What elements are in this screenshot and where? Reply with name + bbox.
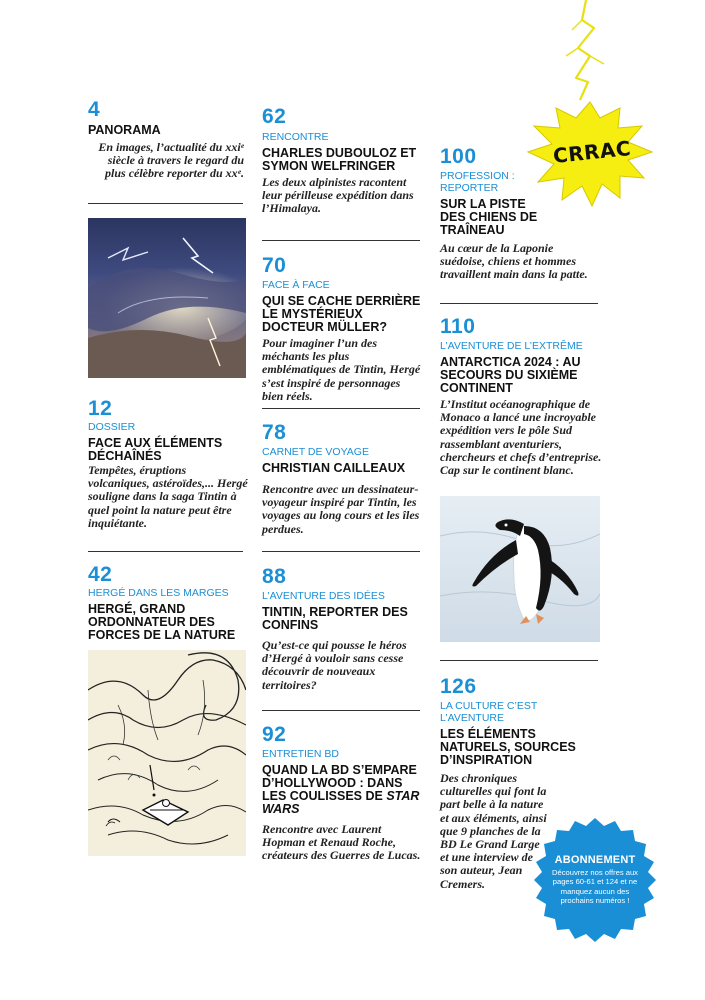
toc-entry-idees[interactable] xyxy=(262,566,422,692)
entry-category: RENCONTRE xyxy=(262,131,329,143)
badge-text: Découvrez nos offres aux pages 60-61 et 124 et ne manquez aucun des prochains numéros ! xyxy=(552,868,638,906)
entry-description: Des chroniques culturelles qui font la part belle à la nature et aux éléments, ainsi que 9 planches de la BD Le Grand Large et une interview de son auteur, Jean Cremers. xyxy=(440,771,547,891)
entry-title xyxy=(262,764,422,816)
badge-content xyxy=(546,854,644,906)
entry-description: Tempêtes, éruptions volcaniques, astéroïdes,... Hergé souligne dans la saga Tintin à quel point la nature peut être inquiétante. xyxy=(88,463,248,530)
entry-category: L’AVENTURE DES IDÉES xyxy=(262,590,385,602)
page-number: 100 xyxy=(440,145,477,168)
page-number: 70 xyxy=(262,254,287,277)
entry-category: CARNET DE VOYAGE xyxy=(262,446,369,458)
entry-title: PANORAMA xyxy=(88,123,161,137)
toc-entry-profession[interactable] xyxy=(440,146,600,282)
page-number: 88 xyxy=(262,565,287,588)
entry-description: L’Institut océanographique de Monaco a lancé une incroyable expédition vers le pôle Sud rassemblant aventuriers, chercheurs et chefs d’entreprise. Cap sur le continent blanc. xyxy=(440,397,602,478)
entry-title: FACE AUX ÉLÉMENTS DÉCHAÎNÉS xyxy=(88,436,223,463)
divider xyxy=(88,551,243,552)
divider xyxy=(262,240,420,241)
toc-entry-dossier[interactable] xyxy=(88,398,248,530)
entry-description: En images, l’actualité du xxiᵉ siècle à travers le regard du plus célèbre reporter du xxᵉ. xyxy=(98,140,244,181)
page-number: 78 xyxy=(262,421,287,444)
comic-panel-illustration xyxy=(88,650,246,856)
entry-category: LA CULTURE C’EST L’AVENTURE xyxy=(440,700,538,724)
entry-description: Qu’est-ce qui pousse le héros d’Hergé à vouloir sans cesse découvrir de nouveaux territoires? xyxy=(262,638,407,692)
entry-title: HERGÉ, GRAND ORDONNATEUR DES FORCES DE LA NATURE xyxy=(88,602,236,642)
crrac-text: CRRAC xyxy=(551,135,633,169)
entry-title: QUI SE CACHE DERRIÈRE LE MYSTÉRIEUX DOCTEUR MÜLLER? xyxy=(262,294,421,334)
entry-category: ENTRETIEN BD xyxy=(262,748,340,760)
divider xyxy=(440,303,598,304)
entry-title: LES ÉLÉMENTS NATURELS, SOURCES D’INSPIRATION xyxy=(440,727,576,767)
toc-entry-panorama[interactable] xyxy=(88,99,248,181)
entry-title-film: STAR WARS xyxy=(262,789,420,816)
divider xyxy=(88,203,243,204)
page-number: 62 xyxy=(262,105,287,128)
entry-title: SUR LA PISTE DES CHIENS DE TRAÎNEAU xyxy=(440,197,538,237)
page-number: 12 xyxy=(88,397,113,420)
storm-photo xyxy=(88,218,246,378)
page-number: 42 xyxy=(88,563,113,586)
entry-description: Au cœur de la Laponie suédoise, chiens et hommes travaillent main dans la patte. xyxy=(440,241,588,282)
divider xyxy=(262,551,420,552)
subscription-badge[interactable] xyxy=(526,816,664,954)
entry-title: CHRISTIAN CAILLEAUX xyxy=(262,461,406,475)
entry-category: DOSSIER xyxy=(88,421,136,433)
toc-entry-carnet[interactable] xyxy=(262,422,422,536)
entry-description: Pour imaginer l’un des méchants les plus emblématiques de Tintin, Hergé s’est inspiré de personnages bien réels. xyxy=(262,336,421,403)
divider xyxy=(440,660,598,661)
divider xyxy=(262,408,420,409)
divider xyxy=(262,710,420,711)
entry-description: Les deux alpinistes racontent leur périlleuse expédition dans l’Himalaya. xyxy=(262,175,414,216)
entry-description: Rencontre avec un dessinateur-voyageur inspiré par Tintin, les voyages au long cours et les îles perdues. xyxy=(262,482,420,536)
toc-entry-rencontre[interactable] xyxy=(262,106,422,216)
toc-entry-marges[interactable] xyxy=(88,564,248,642)
entry-description: Rencontre avec Laurent Hopman et Renaud Roche, créateurs des Guerres de Lucas. xyxy=(262,822,421,863)
toc-entry-entretien[interactable] xyxy=(262,724,422,863)
page-number: 110 xyxy=(440,315,476,338)
entry-category: PROFESSION : REPORTER xyxy=(440,170,515,194)
page-number: 4 xyxy=(88,98,101,121)
toc-entry-face-a-face[interactable] xyxy=(262,255,422,403)
penguin-photo xyxy=(440,496,600,642)
page-number: 92 xyxy=(262,723,287,746)
entry-title: CHARLES DUBOULOZ ET SYMON WELFRINGER xyxy=(262,146,417,173)
entry-title: ANTARCTICA 2024 : AU SECOURS DU SIXIÈME CONTINENT xyxy=(440,355,581,395)
entry-category: FACE À FACE xyxy=(262,279,330,291)
page-number: 126 xyxy=(440,675,477,698)
badge-title: ABONNEMENT xyxy=(554,854,636,866)
entry-title-main: QUAND LA BD S’EMPARE D’HOLLYWOOD : DANS LES COULISSES DE xyxy=(262,763,417,803)
entry-title: TINTIN, REPORTER DES CONFINS xyxy=(262,605,408,632)
entry-category: HERGÉ DANS LES MARGES xyxy=(88,587,229,599)
toc-entry-extreme[interactable] xyxy=(440,316,605,477)
entry-category: L’AVENTURE DE L’EXTRÊME xyxy=(440,340,583,352)
